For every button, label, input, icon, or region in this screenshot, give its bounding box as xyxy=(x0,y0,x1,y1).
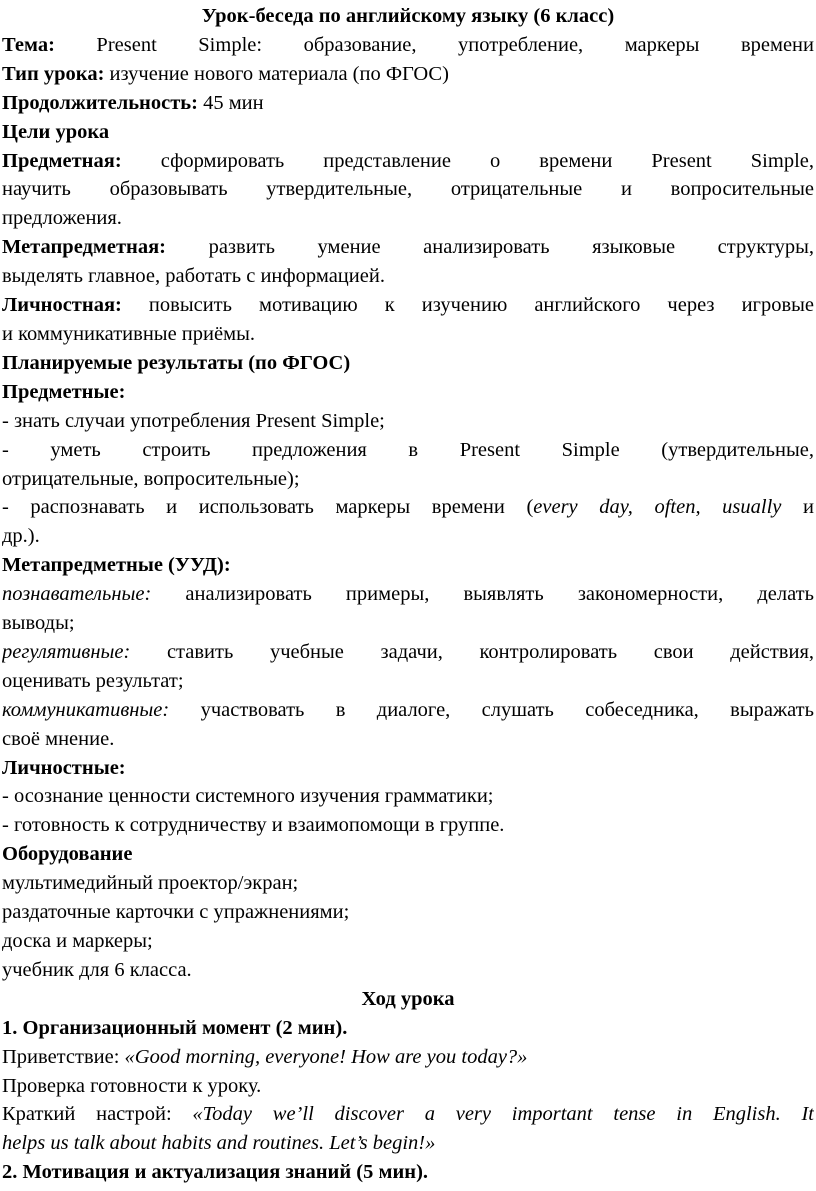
duration-label: Продолжительность: xyxy=(2,91,198,114)
mood-line-1 xyxy=(2,1100,814,1129)
result-subject-item-3-line-2: др.). xyxy=(2,525,40,548)
result-markers-tail: и xyxy=(781,496,814,519)
result-communicative-line-2: своё мнение. xyxy=(2,727,115,750)
greeting-line xyxy=(2,1043,814,1072)
result-subject-item-3-line-1 xyxy=(2,493,814,522)
equipment-item: доска и маркеры; xyxy=(2,930,153,952)
step-1-heading: 1. Организационный момент (2 мин). xyxy=(2,1016,348,1039)
result-cognitive-line-1 xyxy=(2,580,814,609)
equipment-item: мультимедийный проектор/экран; xyxy=(2,872,299,895)
equipment-item: раздаточные карточки с упражнениями; xyxy=(2,901,350,924)
goal-meta-line-2: выделять главное, работать с информацией. xyxy=(2,265,385,288)
result-subject-item-2-line-2: отрицательные, вопросительные); xyxy=(2,467,300,490)
results-meta-heading: Метапредметные (УУД): xyxy=(2,554,231,577)
document-title: Урок-беседа по английскому языку (6 класс) xyxy=(201,5,615,27)
equipment-item: учебник для 6 класса. xyxy=(2,958,192,981)
lesson-type-value: изучение нового материала (по ФГОС) xyxy=(109,62,449,85)
step-2-heading: 2. Мотивация и актуализация знаний (5 мин). xyxy=(2,1161,429,1184)
lesson-flow-heading: Ход урока xyxy=(361,987,455,1010)
topic-value: Present Simple: образование, употребление, маркеры времени xyxy=(96,33,814,56)
goal-subject-line-1 xyxy=(2,147,814,176)
result-communicative-label: коммуникативные: xyxy=(2,698,170,721)
goal-meta-text-1: развить умение анализировать языковые структуры, xyxy=(208,236,814,259)
result-markers-text: - распознавать и использовать маркеры времени ( xyxy=(2,496,534,519)
goal-personal-line-1 xyxy=(2,291,814,320)
results-personal-heading: Личностные: xyxy=(2,756,126,779)
readiness-check-line: Проверка готовности к уроку. xyxy=(2,1074,262,1097)
result-communicative-line-1 xyxy=(2,696,814,725)
goal-subject-label: Предметная: xyxy=(2,149,122,172)
mood-text-1: «Today we’ll discover a very important tense in English. It xyxy=(192,1103,814,1126)
result-regulative-label: регулятивные: xyxy=(2,640,131,663)
duration-value: 45 мин xyxy=(203,91,264,114)
mood-line-2: helps us talk about habits and routines. Let’s begin!» xyxy=(2,1132,436,1155)
goal-meta-label: Метапредметная: xyxy=(2,236,166,259)
goal-meta-line-1 xyxy=(2,233,814,262)
goal-personal-label: Личностная: xyxy=(2,294,122,317)
result-regulative-text-1: ставить учебные задачи, контролировать свои действия, xyxy=(130,640,814,663)
goal-personal-text-1: повысить мотивацию к изучению английского через игровые xyxy=(148,294,814,317)
result-regulative-line-1 xyxy=(2,638,814,667)
equipment-heading: Оборудование xyxy=(2,843,133,866)
result-subject-item-2-line-1: - уметь строить предложения в Present Simple (утвердительные, xyxy=(2,438,814,461)
goals-heading: Цели урока xyxy=(2,120,110,143)
goal-subject-line-2: научить образовывать утвердительные, отрицательные и вопросительные xyxy=(2,178,814,201)
lesson-type-label: Тип урока: xyxy=(2,62,105,85)
result-personal-item-2: - готовность к сотрудничеству и взаимопомощи в группе. xyxy=(2,814,505,837)
greeting-value: «Good morning, everyone! How are you today?» xyxy=(124,1045,528,1068)
lesson-type-line xyxy=(2,60,814,89)
results-heading: Планируемые результаты (по ФГОС) xyxy=(2,351,351,374)
topic-label: Тема: xyxy=(2,33,55,56)
goal-personal-line-2: и коммуникативные приёмы. xyxy=(2,322,255,345)
topic-line xyxy=(2,31,814,60)
result-subject-item-1: - знать случаи употребления Present Simple; xyxy=(2,409,385,432)
results-subject-heading: Предметные: xyxy=(2,380,126,403)
goal-subject-text-1: сформировать представление о времени Present Simple, xyxy=(160,149,814,172)
result-personal-item-1: - осознание ценности системного изучения грамматики; xyxy=(2,785,494,808)
greeting-label: Приветствие: xyxy=(2,1045,125,1068)
result-cognitive-label: познавательные: xyxy=(2,583,152,606)
result-markers-examples: every day, often, usually xyxy=(533,496,782,519)
result-cognitive-text-1: анализировать примеры, выявлять закономерности, делать xyxy=(151,583,814,606)
duration-line xyxy=(2,89,814,118)
result-cognitive-line-2: выводы; xyxy=(2,612,75,635)
result-regulative-line-2: оценивать результат; xyxy=(2,669,184,692)
goal-subject-line-3: предложения. xyxy=(2,207,122,230)
result-communicative-text-1: участвовать в диалоге, слушать собеседника, выражать xyxy=(169,698,814,721)
mood-label: Краткий настрой: xyxy=(2,1103,193,1126)
